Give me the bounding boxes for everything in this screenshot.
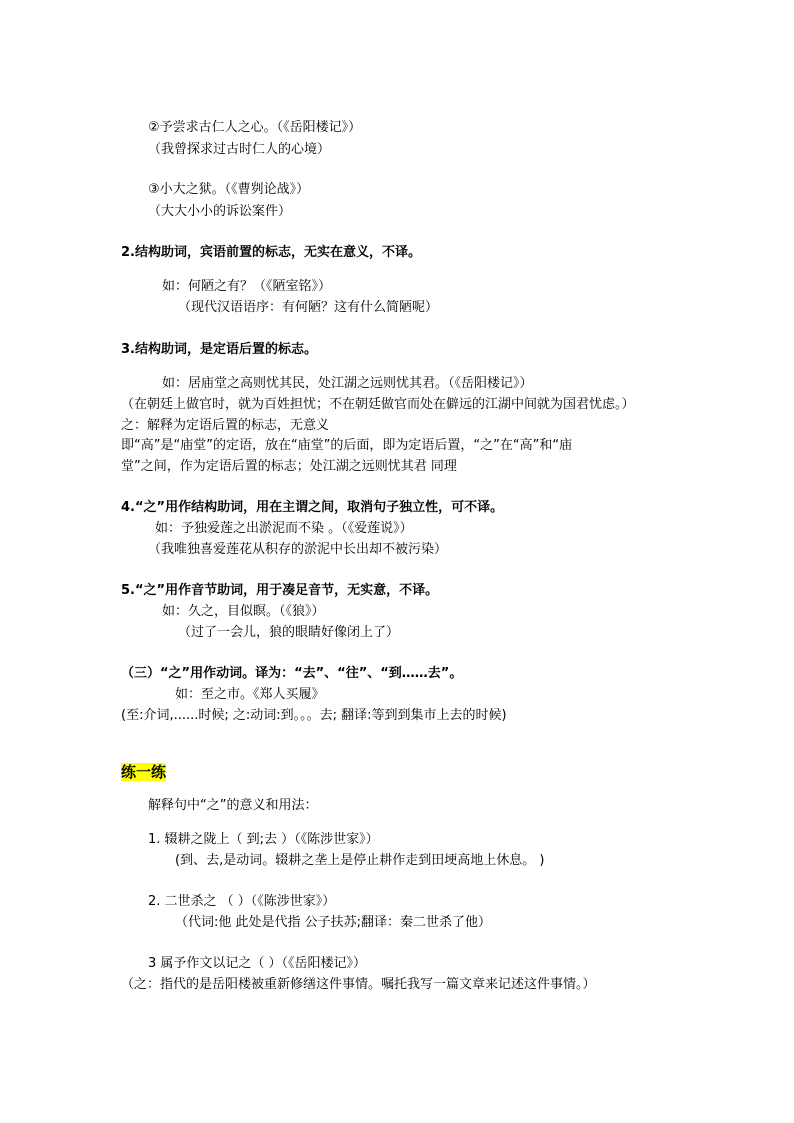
example-line: ②予尝求古仁人之心。（《岳阳楼记》）	[148, 120, 362, 135]
translation-line: （过了一会儿，狼的眼睛好像闭上了）	[178, 625, 400, 640]
practice-question: 1. 辍耕之陇上（ 到;去 ）（《陈涉世家》）	[148, 832, 379, 847]
example-line: 如：至之市。《郑人买履》	[175, 687, 325, 702]
explanation-line: 即“高”是“庙堂”的定语，放在“庙堂”的后面，即为定语后置，“之”在“高”和“庙	[121, 438, 573, 453]
section-heading: 4.“之”用作结构助词，用在主谓之间，取消句子独立性，可不译。	[121, 500, 504, 515]
translation-line: （现代汉语语序：有何陋？这有什么简陋呢）	[178, 300, 439, 315]
translation-line: （在朝廷上做官时，就为百姓担忧；不在朝廷做官而处在僻远的江湖中间就为国君忧虑。）	[121, 397, 635, 412]
translation-line: （我曾探求过古时仁人的心境）	[148, 142, 331, 157]
example-line: 如：何陋之有？（《陋室铭》）	[162, 279, 332, 294]
section-heading: 3.结构助词，是定语后置的标志。	[121, 342, 317, 357]
practice-instruction: 解释句中“之”的意义和用法：	[148, 798, 318, 813]
practice-heading: 练一练	[121, 763, 167, 781]
example-line: 如：久之，目似瞑。（《狼》）	[162, 604, 325, 619]
translation-line: （大大小小的诉讼案件）	[148, 204, 292, 219]
translation-line: (至:介词,......时候; 之:动词:到。。。去; 翻译:等到到集市上去的时候)	[121, 708, 507, 723]
example-line: 如：予独爱莲之出淤泥而不染 。（《爱莲说》）	[155, 521, 413, 536]
practice-question: 2. 二世杀之 （ ）（《陈涉世家》）	[148, 894, 336, 909]
section-heading: 5.“之”用作音节助词，用于凑足音节，无实意，不译。	[121, 583, 439, 598]
section-heading: 2.结构助词，宾语前置的标志，无实在意义，不译。	[121, 245, 421, 260]
section-heading: （三）“之”用作动词。译为：“去”、“往”、“到……去”。	[121, 666, 463, 681]
example-line: 如：居庙堂之高则忧其民，处江湖之远则忧其君。（《岳阳楼记》）	[162, 376, 533, 391]
practice-answer: (到、去,是动词。辍耕之垄上是停止耕作走到田埂高地上休息。 )	[175, 853, 545, 868]
practice-answer: （之：指代的是岳阳楼被重新修缮这件事情。嘱托我写一篇文章来记述这件事情。）	[121, 977, 596, 992]
explanation-line: 之：解释为定语后置的标志，无意义	[121, 418, 330, 433]
example-line: ③小大之狱。（《曹刿论战》）	[148, 182, 310, 197]
explanation-line: 堂”之间，作为定语后置的标志；处江湖之远则忧其君 同理	[121, 459, 457, 474]
practice-question: 3 属予作文以记之（ ）（《岳阳楼记》）	[148, 956, 367, 971]
practice-answer: （代词:他 此处是代指 公子扶苏;翻译：秦二世杀了他）	[175, 915, 492, 930]
translation-line: （我唯独喜爱莲花从积存的淤泥中长出却不被污染）	[148, 542, 448, 557]
